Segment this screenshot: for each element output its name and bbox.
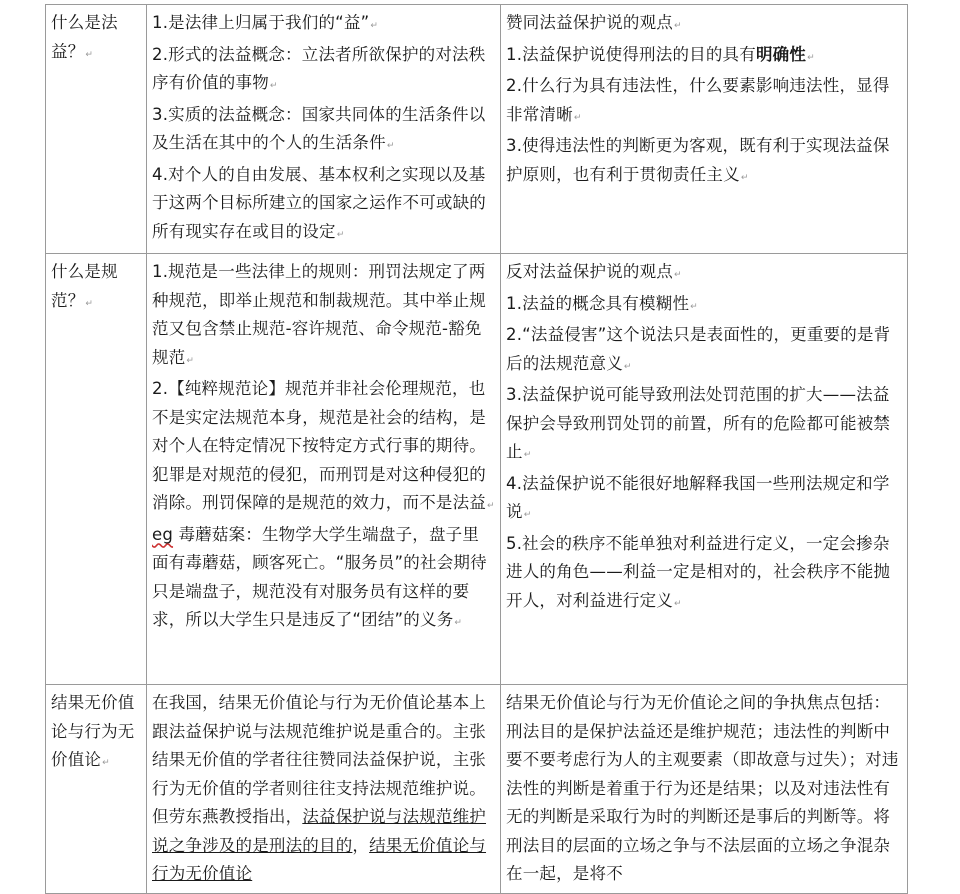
term-text: 结果无价值论与行为无价值论 xyxy=(51,693,135,769)
underlined-text: 结果无价值论与行为无价值论 xyxy=(152,835,487,883)
term-text: 什么是规范？ xyxy=(51,262,118,310)
underlined-text: 法益保护说与法规范维护说之争涉及的是刑法的目的 xyxy=(152,807,487,855)
view-cell[interactable] xyxy=(501,685,908,894)
view-paragraph: 5.社会的秩序不能单独对利益进行定义，一定会掺杂进人的角色——利益一定是相对的，社会秩序不能抛开人，对利益进行定义↵ xyxy=(506,533,891,610)
definition-cell[interactable] xyxy=(147,685,501,894)
definition-cell[interactable] xyxy=(147,5,501,254)
definition-paragraph: 3.实质的法益概念：国家共同体的生活条件以及生活在其中的个人的生活条件↵ xyxy=(152,104,486,152)
view-heading: 反对法益保护说的观点↵ xyxy=(506,262,682,281)
paragraph-mark: ↵ xyxy=(85,298,94,309)
bold-text: 明确性 xyxy=(755,44,807,64)
view-paragraph: 1.法益的概念具有模糊性↵ xyxy=(506,293,698,313)
view-paragraph: 结果无价值论与行为无价值论之间的争执焦点包括：刑法目的是保护法益还是维护规范；违法性的判断中要不要考虑行为人的主观要素（即故意与过失）；对违法性的判断是着重于行为还是结果；以及对违法性有无的判断是采取行为时的判断还是事后的判断等。将刑法目的层面的立场之争与不法层面的立场之争混杂在一起，是将不 xyxy=(506,693,899,883)
definition-paragraph: 1.规范是一些法律上的规则：刑罚法规定了两种规范，即举止规范和制裁规范。其中举止规范又包含禁止规范-容许规范、命令规范-豁免规范↵ xyxy=(152,262,486,367)
table-row xyxy=(46,685,908,894)
table-row xyxy=(46,254,908,685)
spellcheck-word: eg xyxy=(152,524,174,544)
view-cell[interactable] xyxy=(501,254,908,685)
definition-paragraph: 2.形式的法益概念：立法者所欲保护的对法秩序有价值的事物↵ xyxy=(152,44,486,92)
paragraph-mark: ↵ xyxy=(102,758,110,768)
term-text: 什么是法益？ xyxy=(51,13,118,61)
term-cell[interactable] xyxy=(46,685,147,894)
view-paragraph: 4.法益保护说不能很好地解释我国一些刑法规定和学说↵ xyxy=(506,473,890,521)
view-heading: 赞同法益保护说的观点↵ xyxy=(506,13,682,32)
view-paragraph: 3.法益保护说可能导致刑法处罚范围的扩大——法益保护会导致刑罚处罚的前置，所有的危险都可能被禁止↵ xyxy=(506,385,891,461)
view-paragraph: 2.“法益侵害”这个说法只是表面性的，更重要的是背后的法规范意义↵ xyxy=(506,325,891,373)
table-row xyxy=(46,5,908,254)
view-paragraph: 2.什么行为具有违法性，什么要素影响违法性，显得非常清晰↵ xyxy=(506,76,890,124)
definition-paragraph: 2.【纯粹规范论】规范并非社会伦理规范，也不是实定法规范本身，规范是社会的结构，是对个人在特定情况下按特定方式行事的期待。犯罪是对规范的侵犯，而刑罚是对这种侵犯的消除。刑罚保障的是规范的效力，而不是法益↵ xyxy=(152,379,495,512)
view-paragraph: 1.法益保护说使得刑法的目的具有明确性↵ xyxy=(506,44,815,64)
example-paragraph: eg 毒蘑菇案：生物学大学生端盘子，盘子里面有毒蘑菇，顾客死亡。“服务员”的社会期待只是端盘子，规范没有对服务员有这样的要求，所以大学生只是违反了“团结”的义务↵ xyxy=(152,524,487,629)
comparison-table xyxy=(45,4,908,894)
definition-paragraph: 在我国，结果无价值论与行为无价值论基本上跟法益保护说与法规范维护说是重合的。主张结果无价值的学者往往赞同法益保护说，主张行为无价值的学者则往往支持法规范维护说。但劳东燕教授指出，法益保护说与法规范维护说之争涉及的是刑法的目的，结果无价值论与行为无价值论 xyxy=(152,693,487,883)
term-cell[interactable] xyxy=(46,254,147,685)
view-paragraph: 3.使得违法性的判断更为客观，既有利于实现法益保护原则，也有利于贯彻责任主义↵ xyxy=(506,136,890,184)
definition-paragraph: 4.对个人的自由发展、基本权利之实现以及基于这两个目标所建立的国家之运作不可或缺的所有现实存在或目的设定↵ xyxy=(152,164,486,241)
definition-cell[interactable] xyxy=(147,254,501,685)
definition-paragraph: 1.是法律上归属于我们的“益”↵ xyxy=(152,13,379,32)
paragraph-mark: ↵ xyxy=(85,49,94,60)
term-cell[interactable] xyxy=(46,5,147,254)
view-cell[interactable] xyxy=(501,5,908,254)
